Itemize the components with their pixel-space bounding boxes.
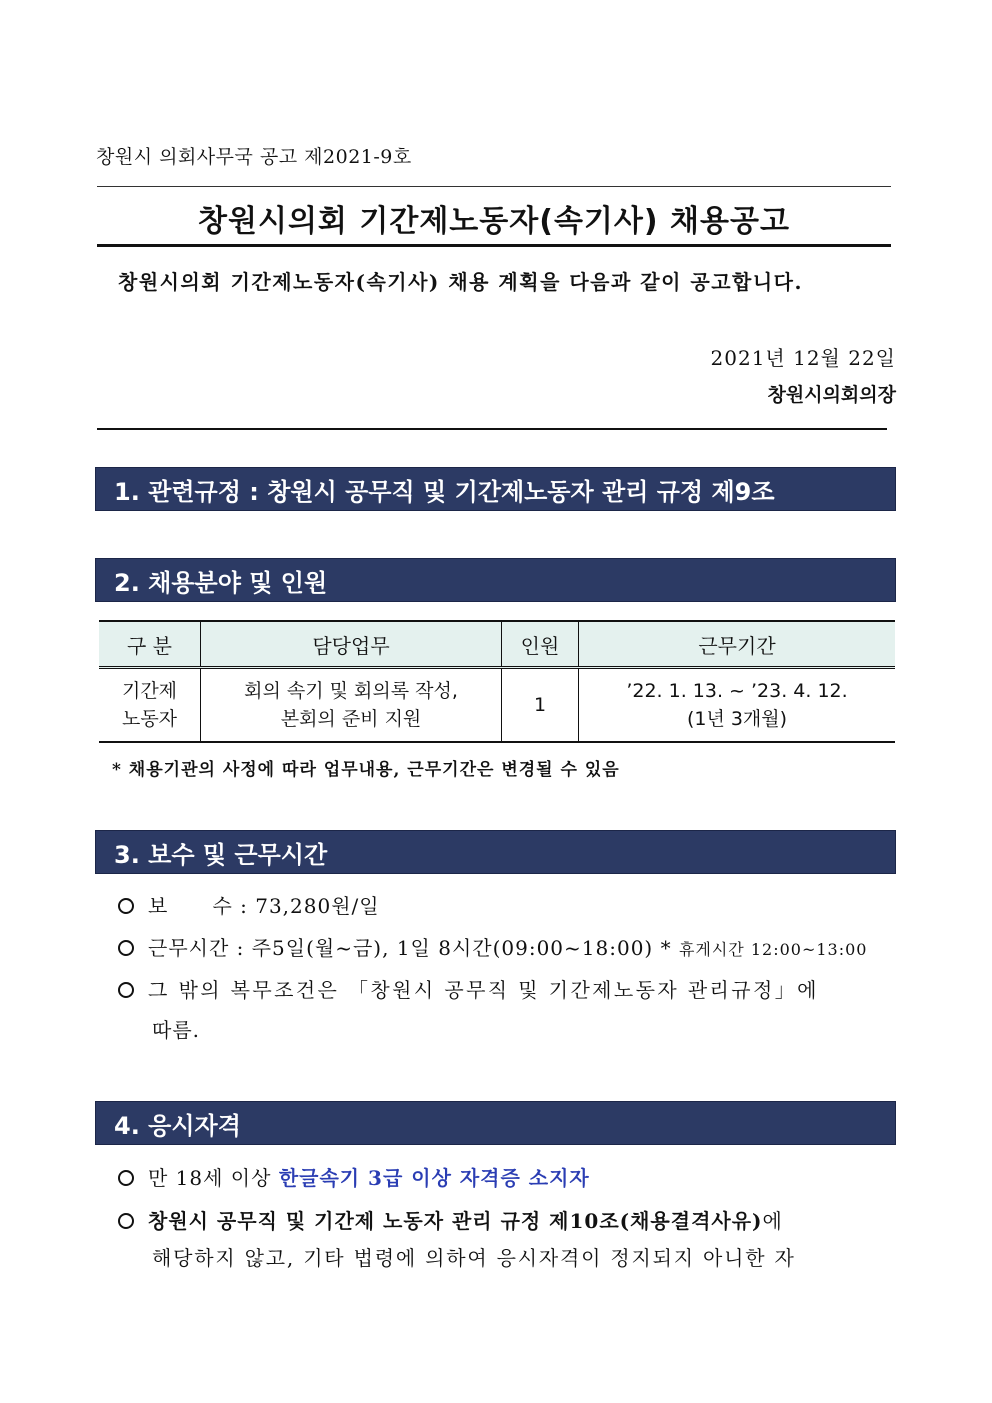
disqualification-continued: 해당하지 않고, 기타 법령에 의하여 응시자격이 정지되지 아니한 자 bbox=[152, 1246, 796, 1270]
cell-category-line2: 노동자 bbox=[121, 708, 178, 730]
list-item bbox=[118, 974, 819, 1003]
header-duty: 담당업무 bbox=[201, 621, 502, 668]
section-qualification bbox=[95, 1101, 896, 1145]
break-text: 휴게시간 12:00~13:00 bbox=[678, 940, 868, 959]
divider-thick bbox=[97, 244, 891, 247]
circle-bullet-icon bbox=[118, 1213, 134, 1229]
recruitment-table bbox=[99, 620, 895, 743]
section-title: 4. 응시자격 bbox=[114, 1111, 241, 1140]
disqualification-suffix: 에 bbox=[762, 1209, 783, 1233]
table-header-row bbox=[99, 621, 895, 668]
disqualification-rule: 창원시 공무직 및 기간제 노동자 관리 규정 제10조(채용결격사유) bbox=[148, 1209, 763, 1233]
section-title: 3. 보수 및 근무시간 bbox=[114, 840, 328, 869]
cell-period-line2: (1년 3개월) bbox=[686, 708, 788, 730]
cell-category bbox=[99, 668, 201, 743]
circle-bullet-icon bbox=[118, 982, 134, 998]
cell-duty-line2: 본회의 준비 지원 bbox=[280, 708, 422, 730]
cell-period bbox=[579, 668, 896, 743]
section-recruitment bbox=[95, 558, 896, 602]
signer: 창원시의회의장 bbox=[767, 384, 896, 406]
other-text: 그 밖의 복무조건은 「창원시 공무직 및 기간제노동자 관리규정」에 bbox=[148, 978, 819, 1002]
header-period: 근무기간 bbox=[579, 621, 896, 668]
circle-bullet-icon bbox=[118, 940, 134, 956]
table-note: * 채용기관의 사정에 따라 업무내용, 근무기간은 변경될 수 있음 bbox=[112, 760, 620, 780]
notice-number: 창원시 의회사무국 공고 제2021-9호 bbox=[96, 146, 412, 168]
cell-count: 1 bbox=[502, 668, 579, 743]
notice-date: 2021년 12월 22일 bbox=[710, 346, 896, 370]
table-row bbox=[99, 668, 895, 743]
header-category: 구 분 bbox=[99, 621, 201, 668]
intro-text: 창원시의회 기간제노동자(속기사) 채용 계획을 다음과 같이 공고합니다. bbox=[118, 270, 803, 294]
circle-bullet-icon bbox=[118, 898, 134, 914]
age-requirement: 만 18세 이상 bbox=[148, 1166, 279, 1190]
divider-thin bbox=[97, 186, 891, 187]
cell-period-line1: ’22. 1. 13. ~ ’23. 4. 12. bbox=[626, 680, 848, 702]
circle-bullet-icon bbox=[118, 1170, 134, 1186]
page-title: 창원시의회 기간제노동자(속기사) 채용공고 bbox=[198, 204, 790, 239]
list-item bbox=[118, 1205, 783, 1234]
list-item bbox=[118, 890, 380, 919]
list-item bbox=[118, 932, 867, 961]
section-title: 1. 관련규정 : 창원시 공무직 및 기간제노동자 관리 규정 제9조 bbox=[114, 477, 775, 506]
cell-category-line1: 기간제 bbox=[121, 680, 178, 702]
section-title: 2. 채용분야 및 인원 bbox=[114, 568, 328, 597]
salary-text: 보 수 : 73,280원/일 bbox=[148, 894, 380, 918]
other-text-continued: 따름. bbox=[152, 1018, 200, 1042]
certificate-requirement: 한글속기 3급 이상 자격증 소지자 bbox=[278, 1166, 590, 1190]
header-count: 인원 bbox=[502, 621, 579, 668]
list-item bbox=[118, 1162, 590, 1191]
divider-long bbox=[97, 428, 887, 430]
cell-duty bbox=[201, 668, 502, 743]
cell-duty-line1: 회의 속기 및 회의록 작성, bbox=[244, 680, 458, 702]
hours-text: 근무시간 : 주5일(월~금), 1일 8시간(09:00~18:00) * bbox=[148, 936, 679, 960]
section-regulation bbox=[95, 467, 896, 511]
section-pay-hours bbox=[95, 830, 896, 874]
